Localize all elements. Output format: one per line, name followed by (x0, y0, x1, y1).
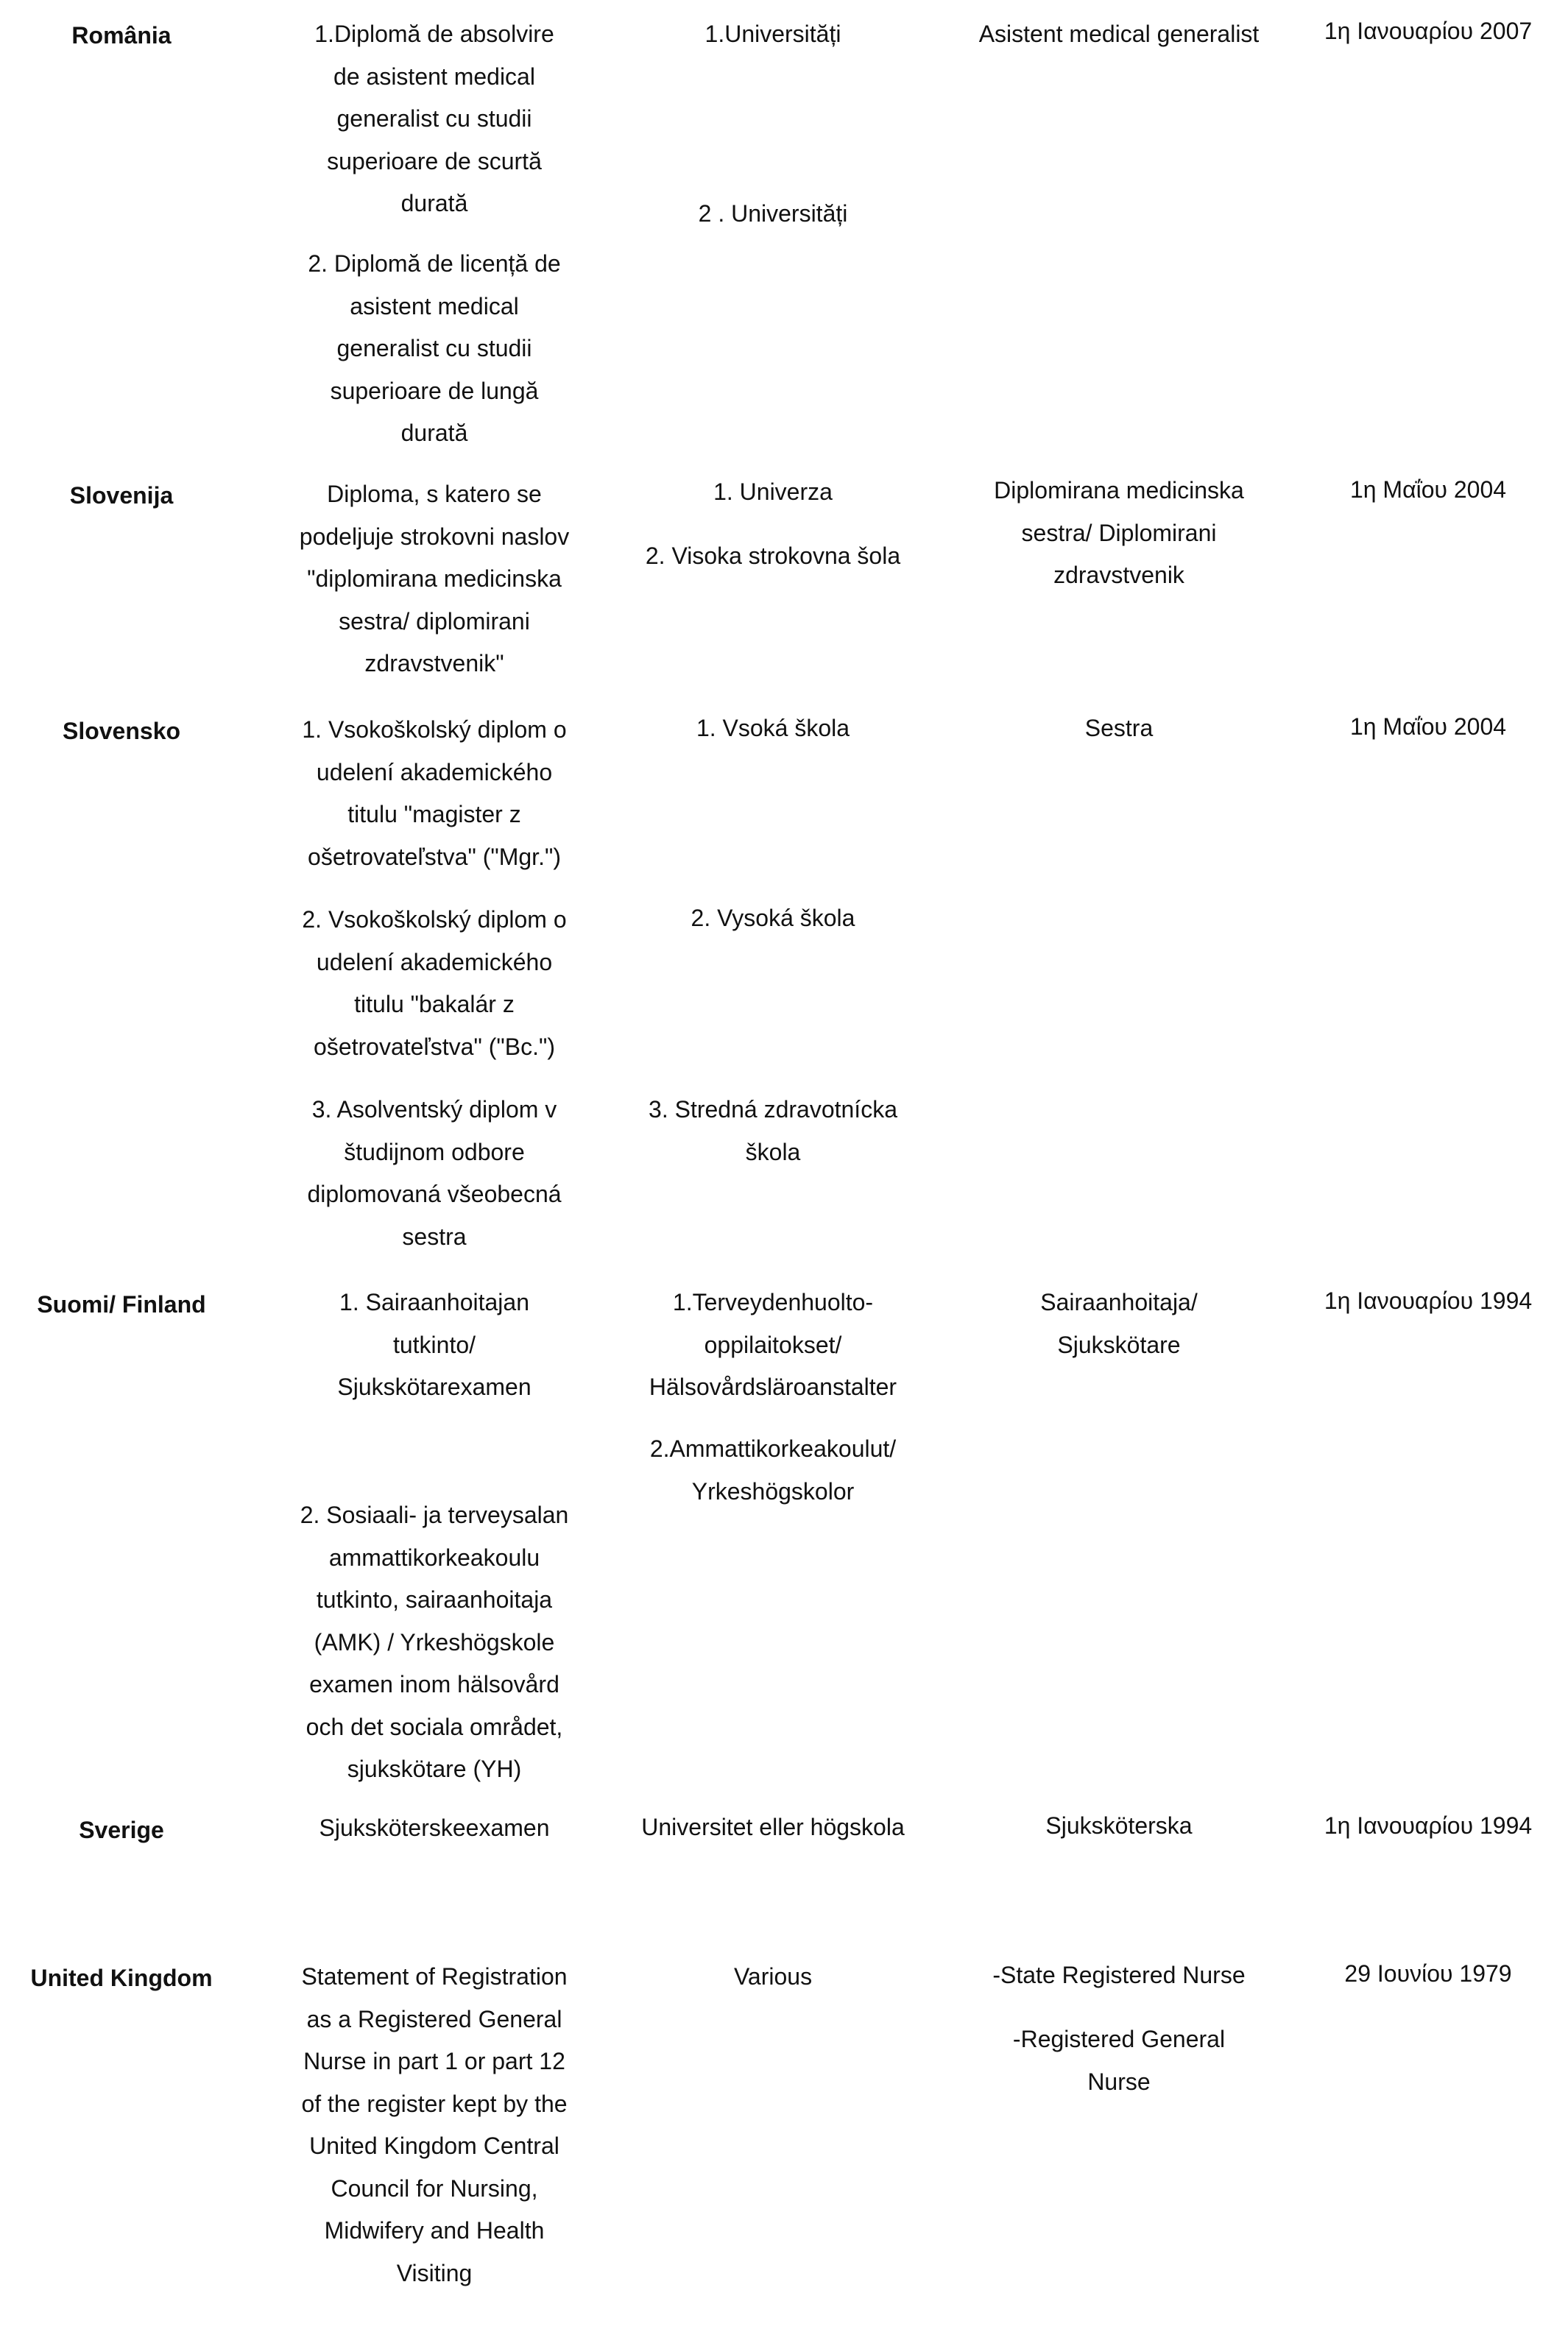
professional-title (950, 707, 1288, 750)
awarding-body (618, 1806, 928, 1849)
diploma-title-line: udelení akademického (316, 758, 553, 785)
awarding-body (618, 1089, 928, 1173)
diploma-title-line: tutkinto, sairaanhoitaja (316, 1586, 553, 1613)
professional-title-line: Diplomirana medicinska (994, 477, 1244, 504)
diploma-title-line: tutkinto/ (392, 1331, 476, 1358)
country-name: Suomi/ Finland (37, 1291, 206, 1318)
awarding-body-line: Hälsovårdsläroanstalter (649, 1374, 897, 1400)
diploma-title-line: United Kingdom Central (309, 2133, 559, 2159)
diploma-title-line: ošetrovateľstva" ("Mgr.") (308, 843, 561, 870)
diploma-title-line: udelení akademického (316, 948, 553, 975)
awarding-body (618, 193, 928, 236)
country-name: Slovenija (69, 482, 174, 509)
awarding-body (618, 897, 928, 940)
diploma-title (287, 1494, 582, 1791)
diploma-title-line: superioare de scurtă (327, 147, 542, 174)
diploma-title-line: 1. Sairaanhoitajan (339, 1289, 529, 1315)
professional-title-line: Sestra (1084, 715, 1154, 741)
awarding-body-line: 1. Vsoká škola (696, 715, 850, 741)
diploma-title-line: 2. Diplomă de licență de (308, 250, 561, 277)
reference-date: 1η Ιανουαρίου 2007 (1324, 18, 1533, 44)
diploma-title-line: zdravstvenik" (364, 650, 504, 676)
diploma-title-line: generalist cu studii (336, 335, 532, 361)
professional-title-line: -State Registered Nurse (992, 1962, 1246, 1988)
diploma-title-line: "diplomirana medicinska (307, 565, 562, 592)
professional-title-line: -Registered General (1012, 2026, 1226, 2052)
diploma-title-line: durată (400, 190, 468, 216)
diploma-title-line: študijnom odbore (344, 1138, 525, 1165)
diploma-title-line: 1. Vsokoškolský diplom o (302, 716, 567, 743)
diploma-title (287, 1282, 582, 1409)
diploma-title (287, 1089, 582, 1258)
professional-title (950, 1954, 1288, 1997)
diploma-title-line: asistent medical (350, 292, 519, 319)
diploma-title-line: as a Registered General (306, 2005, 562, 2032)
diploma-title (287, 1956, 582, 2294)
awarding-body-line: Various (733, 1963, 813, 1990)
diploma-title-line: Statement of Registration (301, 1963, 568, 1990)
awarding-body (618, 471, 928, 514)
diploma-title-line: ammattikorkeakoulu (328, 1544, 540, 1571)
diploma-title-line: 2. Sosiaali- ja terveysalan (300, 1502, 569, 1528)
awarding-body-line: Yrkeshögskolor (691, 1477, 855, 1505)
diploma-title-line: Council for Nursing, (331, 2174, 538, 2202)
awarding-body-line: Universitet eller högskola (641, 1814, 905, 1840)
reference-date: 29 Ιουνίου 1979 (1344, 1960, 1512, 1987)
diploma-title-line: sestra/ diplomirani (339, 607, 530, 635)
awarding-body (618, 535, 928, 578)
diploma-title-line: diplomovaná všeobecná (307, 1181, 562, 1207)
professional-title (950, 2018, 1288, 2103)
awarding-body-line: 2 . Universități (698, 200, 848, 227)
reference-date: 1η Ιανουαρίου 1994 (1324, 1287, 1533, 1314)
diploma-title-line: 2. Vsokoškolský diplom o (302, 906, 567, 933)
professional-title (950, 1805, 1288, 1848)
country-name: România (71, 22, 172, 49)
diploma-title (287, 899, 582, 1068)
diploma-title (287, 473, 582, 685)
diploma-title-line: superioare de lungă (330, 377, 539, 404)
awarding-body (618, 707, 928, 750)
awarding-body (618, 13, 928, 56)
country-name: Sverige (79, 1817, 164, 1843)
diploma-title-line: podeljuje strokovni naslov (299, 523, 570, 550)
diploma-title-line: 1.Diplomă de absolvire (314, 21, 554, 47)
diploma-title-line: examen inom hälsovård (309, 1671, 559, 1697)
professional-title-line: Sjukskötare (1057, 1331, 1181, 1358)
professional-title-line: Sjuksköterska (1045, 1812, 1193, 1839)
diploma-title-line: titulu "magister z (347, 801, 521, 827)
diploma-title-line: 3. Asolventský diplom v (311, 1096, 557, 1123)
diploma-title-line: durată (400, 420, 468, 446)
reference-date: 1η Ιανουαρίου 1994 (1324, 1812, 1533, 1839)
diploma-title-line: Sjukskötarexamen (337, 1374, 532, 1400)
diploma-title-line: Nurse in part 1 or part 12 (303, 2048, 565, 2074)
awarding-body-line: oppilaitokset/ (704, 1331, 842, 1358)
professional-title (950, 1282, 1288, 1366)
awarding-body-line: škola (745, 1138, 801, 1165)
diploma-title-line: Midwifery and Health (324, 2217, 545, 2244)
diploma-title-line: Diploma, s katero se (327, 481, 542, 507)
diploma-title-line: Visiting (396, 2259, 473, 2286)
awarding-body (618, 1282, 928, 1409)
professional-title-line: Nurse (1087, 2068, 1151, 2095)
awarding-body-line: 2. Vysoká škola (691, 905, 855, 931)
awarding-body-line: 1.Terveydenhuolto- (672, 1289, 874, 1315)
professional-title-line: Asistent medical generalist (978, 21, 1260, 47)
awarding-body-line: 1. Univerza (713, 478, 833, 505)
professional-title-line: sestra/ Diplomirani (1021, 519, 1217, 546)
country-name: Slovensko (62, 718, 181, 744)
professional-title (950, 470, 1288, 597)
country-name: United Kingdom (30, 1965, 213, 1991)
diploma-title-line: de asistent medical (333, 63, 535, 90)
awarding-body (618, 1956, 928, 1999)
diploma-title-line: (AMK) / Yrkeshögskole (314, 1628, 555, 1656)
diploma-title-line: sestra (402, 1223, 467, 1250)
diploma-title-line: generalist cu studii (336, 105, 532, 132)
diploma-title (287, 243, 582, 455)
awarding-body (618, 1428, 928, 1513)
diploma-title-line: titulu "bakalár z (354, 991, 515, 1017)
reference-date: 1η Μαΐου 2004 (1349, 476, 1507, 503)
awarding-body-line: 1.Universități (704, 21, 841, 47)
diploma-title (287, 13, 582, 225)
reference-date: 1η Μαΐου 2004 (1349, 713, 1507, 740)
diploma-title-line: och det sociala området, (306, 1713, 563, 1740)
diploma-title-line: Sjuksköterskeexamen (319, 1815, 550, 1841)
professional-title-line: zdravstvenik (1053, 562, 1184, 588)
awarding-body-line: 3. Stredná zdravotnícka (649, 1096, 897, 1123)
diploma-title-line: ošetrovateľstva" ("Bc.") (314, 1033, 555, 1060)
professional-title (950, 13, 1288, 56)
diploma-title (287, 709, 582, 878)
diploma-title-line: of the register kept by the (301, 2090, 568, 2117)
diploma-title (287, 1807, 582, 1850)
diploma-title-line: sjukskötare (YH) (347, 1756, 522, 1782)
awarding-body-line: 2.Ammattikorkeakoulut/ (649, 1435, 897, 1462)
professional-title-line: Sairaanhoitaja/ (1040, 1289, 1198, 1315)
awarding-body-line: 2. Visoka strokovna šola (645, 543, 901, 569)
